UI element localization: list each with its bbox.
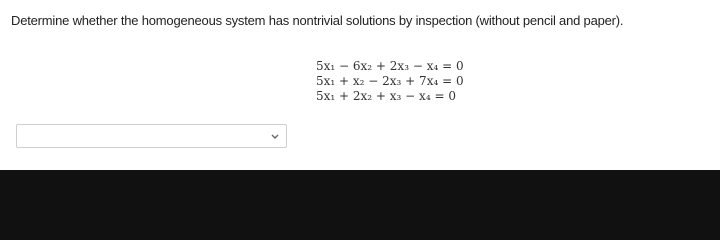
equation-system (316, 59, 464, 104)
chevron-down-icon (270, 130, 280, 142)
equation-3: 5x₁ + 2x₂ + x₃ − x₄ = 0 (316, 89, 456, 103)
question-text: Determine whether the homogeneous system has nontrivial solutions by inspection (without pencil and paper). (11, 13, 624, 28)
answer-dropdown[interactable] (16, 124, 287, 148)
bottom-bar (0, 170, 720, 188)
equation-2: 5x₁ + x₂ − 2x₃ + 7x₄ = 0 (316, 74, 464, 88)
equation-1: 5x₁ − 6x₂ + 2x₃ − x₄ = 0 (316, 59, 464, 73)
